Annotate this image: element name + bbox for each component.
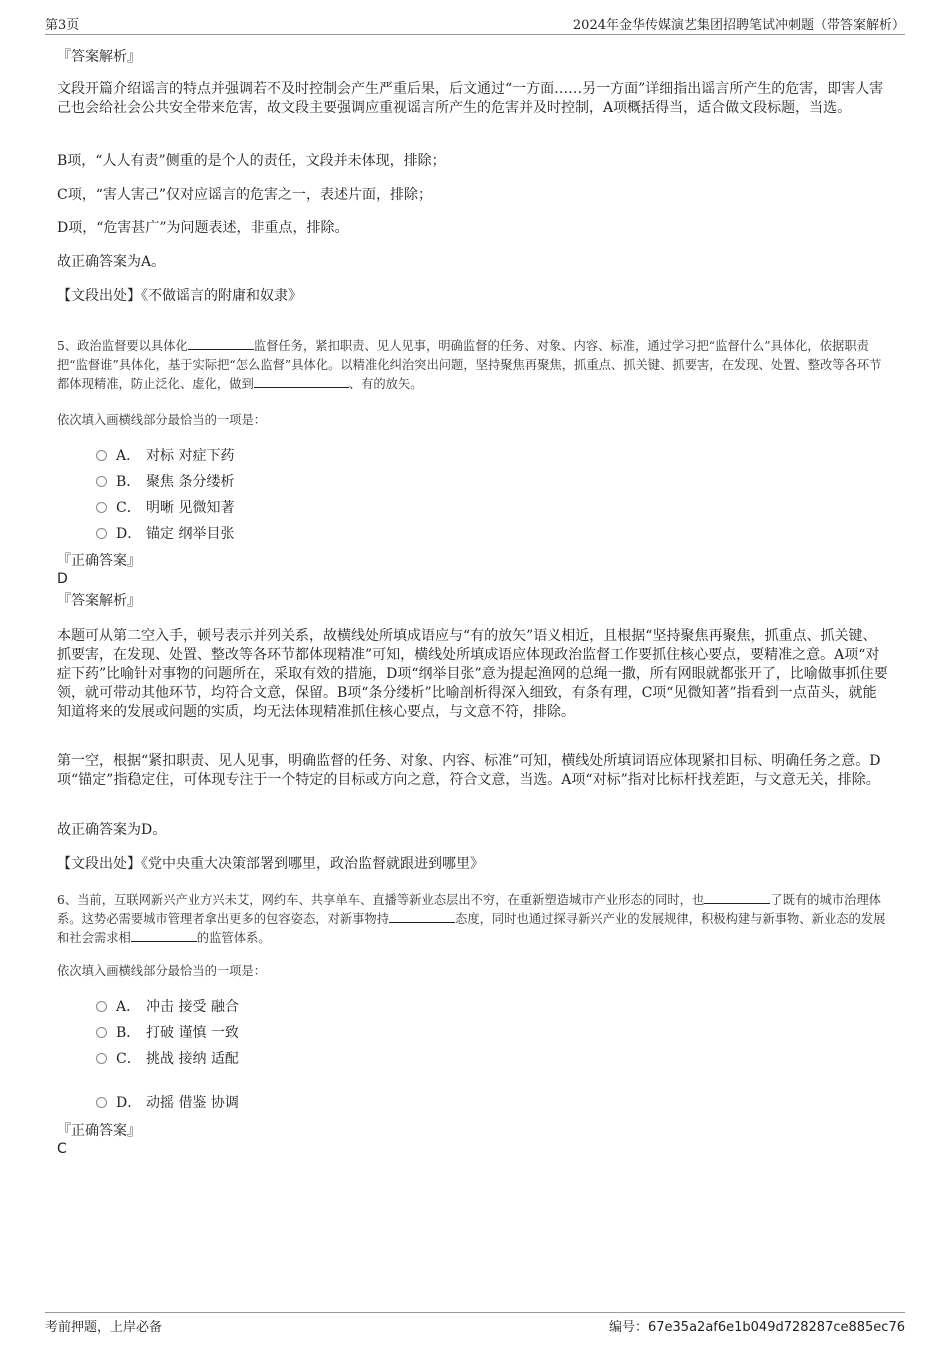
page-header — [45, 14, 905, 35]
q5-stem-part: 、有的放矢。 — [348, 377, 423, 391]
q6-stem-part: 6、当前，互联网新兴产业方兴未艾，网约车、共享单车、直播等新业态层出不穷，在重新塑造城市产业形态的同时，也 — [57, 893, 705, 907]
q5-blank-1 — [188, 337, 254, 350]
q6-option-c[interactable] — [96, 1050, 239, 1070]
q6-stem-part: 态度，同时也通过探寻新兴产业的发展规律，积极构建与新事物、新业态的发展和社会需求相 — [57, 912, 886, 945]
radio-icon[interactable] — [96, 528, 107, 539]
q6-option-a[interactable] — [96, 998, 239, 1018]
option-letter: A． — [116, 448, 141, 464]
radio-icon[interactable] — [96, 1001, 107, 1012]
q5-stem — [57, 337, 889, 394]
option-text: 聚焦 条分缕析 — [146, 474, 235, 490]
radio-icon[interactable] — [96, 1027, 107, 1038]
option-text: 锚定 纲举目张 — [146, 526, 235, 542]
footer-code-label: 编号： — [608, 1320, 648, 1335]
option-letter: B． — [116, 474, 141, 490]
option-letter: D． — [116, 526, 142, 542]
radio-icon[interactable] — [96, 502, 107, 513]
radio-icon[interactable] — [96, 1053, 107, 1064]
option-letter: B． — [116, 1025, 141, 1041]
q4-analysis-p2: B项，“人人有责”侧重的是个人的责任，文段并未体现，排除； — [57, 153, 446, 169]
q4-analysis-p3: C项，“害人害己”仅对应谣言的危害之一，表述片面，排除； — [57, 187, 433, 203]
q6-blank-3 — [131, 929, 197, 942]
option-letter: C． — [116, 1051, 141, 1067]
q6-correct-title: 『正确答案』 — [57, 1123, 141, 1139]
option-letter: A． — [116, 999, 141, 1015]
q5-source: 【文段出处】《党中央重大决策部署到哪里，政治监督就跟进到哪里》 — [57, 856, 484, 872]
page-number: 第3页 — [45, 18, 80, 33]
q5-analysis-title: 『答案解析』 — [57, 593, 141, 609]
option-letter: D． — [116, 1095, 142, 1111]
q4-answer-line: 故正确答案为A。 — [57, 254, 166, 270]
q4-analysis-p1: 文段开篇介绍谣言的特点并强调若不及时控制会产生严重后果，后文通过“一方面……另一方面”详细指出谣言所产生的危害，即害人害己也会给社会公共安全带来危害，故文段主要强调应重视谣言所产生的危害并及时控制，A项概括得当，适合做文段标题，当选。 — [57, 81, 884, 116]
q6-stem — [57, 891, 889, 948]
footer-slogan: 考前押题，上岸必备 — [45, 1320, 163, 1335]
q6-stem-part: 的监管体系。 — [196, 931, 271, 945]
option-text: 挑战 接纳 适配 — [146, 1051, 239, 1067]
option-text: 明晰 见微知著 — [146, 500, 235, 516]
page-footer — [45, 1312, 905, 1342]
q6-blank-2 — [389, 910, 455, 923]
radio-icon[interactable] — [96, 1097, 107, 1108]
q5-option-b[interactable] — [96, 473, 234, 493]
q5-blank-2 — [254, 375, 349, 388]
q6-option-b[interactable] — [96, 1024, 239, 1044]
q5-prompt: 依次填入画横线部分最恰当的一项是： — [57, 413, 267, 427]
option-text: 冲击 接受 融合 — [146, 999, 239, 1015]
q5-option-d[interactable] — [96, 525, 234, 545]
q4-source: 【文段出处】《不做谣言的附庸和奴隶》 — [57, 288, 302, 304]
document-title: 2024年金华传媒演艺集团招聘笔试冲刺题（带答案解析） — [572, 18, 905, 33]
q6-blank-1 — [704, 891, 770, 904]
radio-icon[interactable] — [96, 476, 107, 487]
q6-correct-answer: C — [57, 1141, 67, 1157]
q5-correct-answer: D — [57, 571, 68, 587]
q5-option-a[interactable] — [96, 447, 234, 467]
option-text: 打破 谨慎 一致 — [146, 1025, 239, 1041]
q5-option-c[interactable] — [96, 499, 234, 519]
q4-analysis-title: 『答案解析』 — [57, 49, 141, 65]
option-text: 动摇 借鉴 协调 — [146, 1095, 239, 1111]
option-text: 对标 对症下药 — [146, 448, 235, 464]
q6-prompt: 依次填入画横线部分最恰当的一项是： — [57, 964, 267, 978]
q5-analysis-p1: 本题可从第二空入手，顿号表示并列关系，故横线处所填成语应与“有的放矢”语义相近，且根据“坚持聚焦再聚焦，抓重点、抓关键、抓要害，在发现、处置、整改等各环节都体现精准”可知，横线处所填成语应体现政治监督工作要抓住核心要点，要精准之意。A项“对症下药”比喻针对事物的问题所在，采取有效的措施，D项“纲举目张”意为提起渔网的总绳一撒，所有网眼就都张开了，比喻做事抓住要领，就可带动其他环节，均符合文意，保留。B项“条分缕析”比喻剖析得深入细致，有条有理，C项“见微知著”指看到一点苗头，就能知道将来的发展或问题的实质，均无法体现精准抓住核心要点，与文意不符，排除。 — [57, 628, 888, 720]
option-letter: C． — [116, 500, 141, 516]
q5-stem-part: 监督任务，紧扣职责、见人见事，明确监督的任务、对象、内容、标准，通过学习把“监督什么”具体化，依据职责把“监督谁”具体化，基于实际把“怎么监督”具体化。以精准化纠治突出问题，坚持聚焦再聚焦，抓重点、抓关键、抓要害，在发现、处置、整改等各环节都体现精准，防止泛化、虚化，做到 — [57, 339, 882, 391]
q5-stem-part: 5、政治监督要以具体化 — [57, 339, 188, 353]
footer-code — [609, 1316, 905, 1335]
q5-correct-title: 『正确答案』 — [57, 553, 141, 569]
q6-stem-part: 了既有的城市治理体系。这势必需要城市管理者拿出更多的包容姿态，对新事物持 — [57, 893, 881, 926]
footer-code-value: 67e35a2af6e1b049d728287ce885ec76 — [648, 1320, 905, 1335]
q6-option-d[interactable] — [96, 1094, 239, 1114]
q5-analysis-p2: 第一空，根据“紧扣职责、见人见事，明确监督的任务、对象、内容、标准”可知，横线处所填词语应体现紧扣目标、明确任务之意。D项“锚定”指稳定住，可体现专注于一个特定的目标或方向之意，符合文意，当选。A项“对标”指对比标杆找差距，与文意无关，排除。 — [57, 753, 881, 788]
radio-icon[interactable] — [96, 450, 107, 461]
q4-analysis-p4: D项，“危害甚广”为问题表述，非重点，排除。 — [57, 220, 349, 236]
q5-answer-line: 故正确答案为D。 — [57, 822, 167, 838]
